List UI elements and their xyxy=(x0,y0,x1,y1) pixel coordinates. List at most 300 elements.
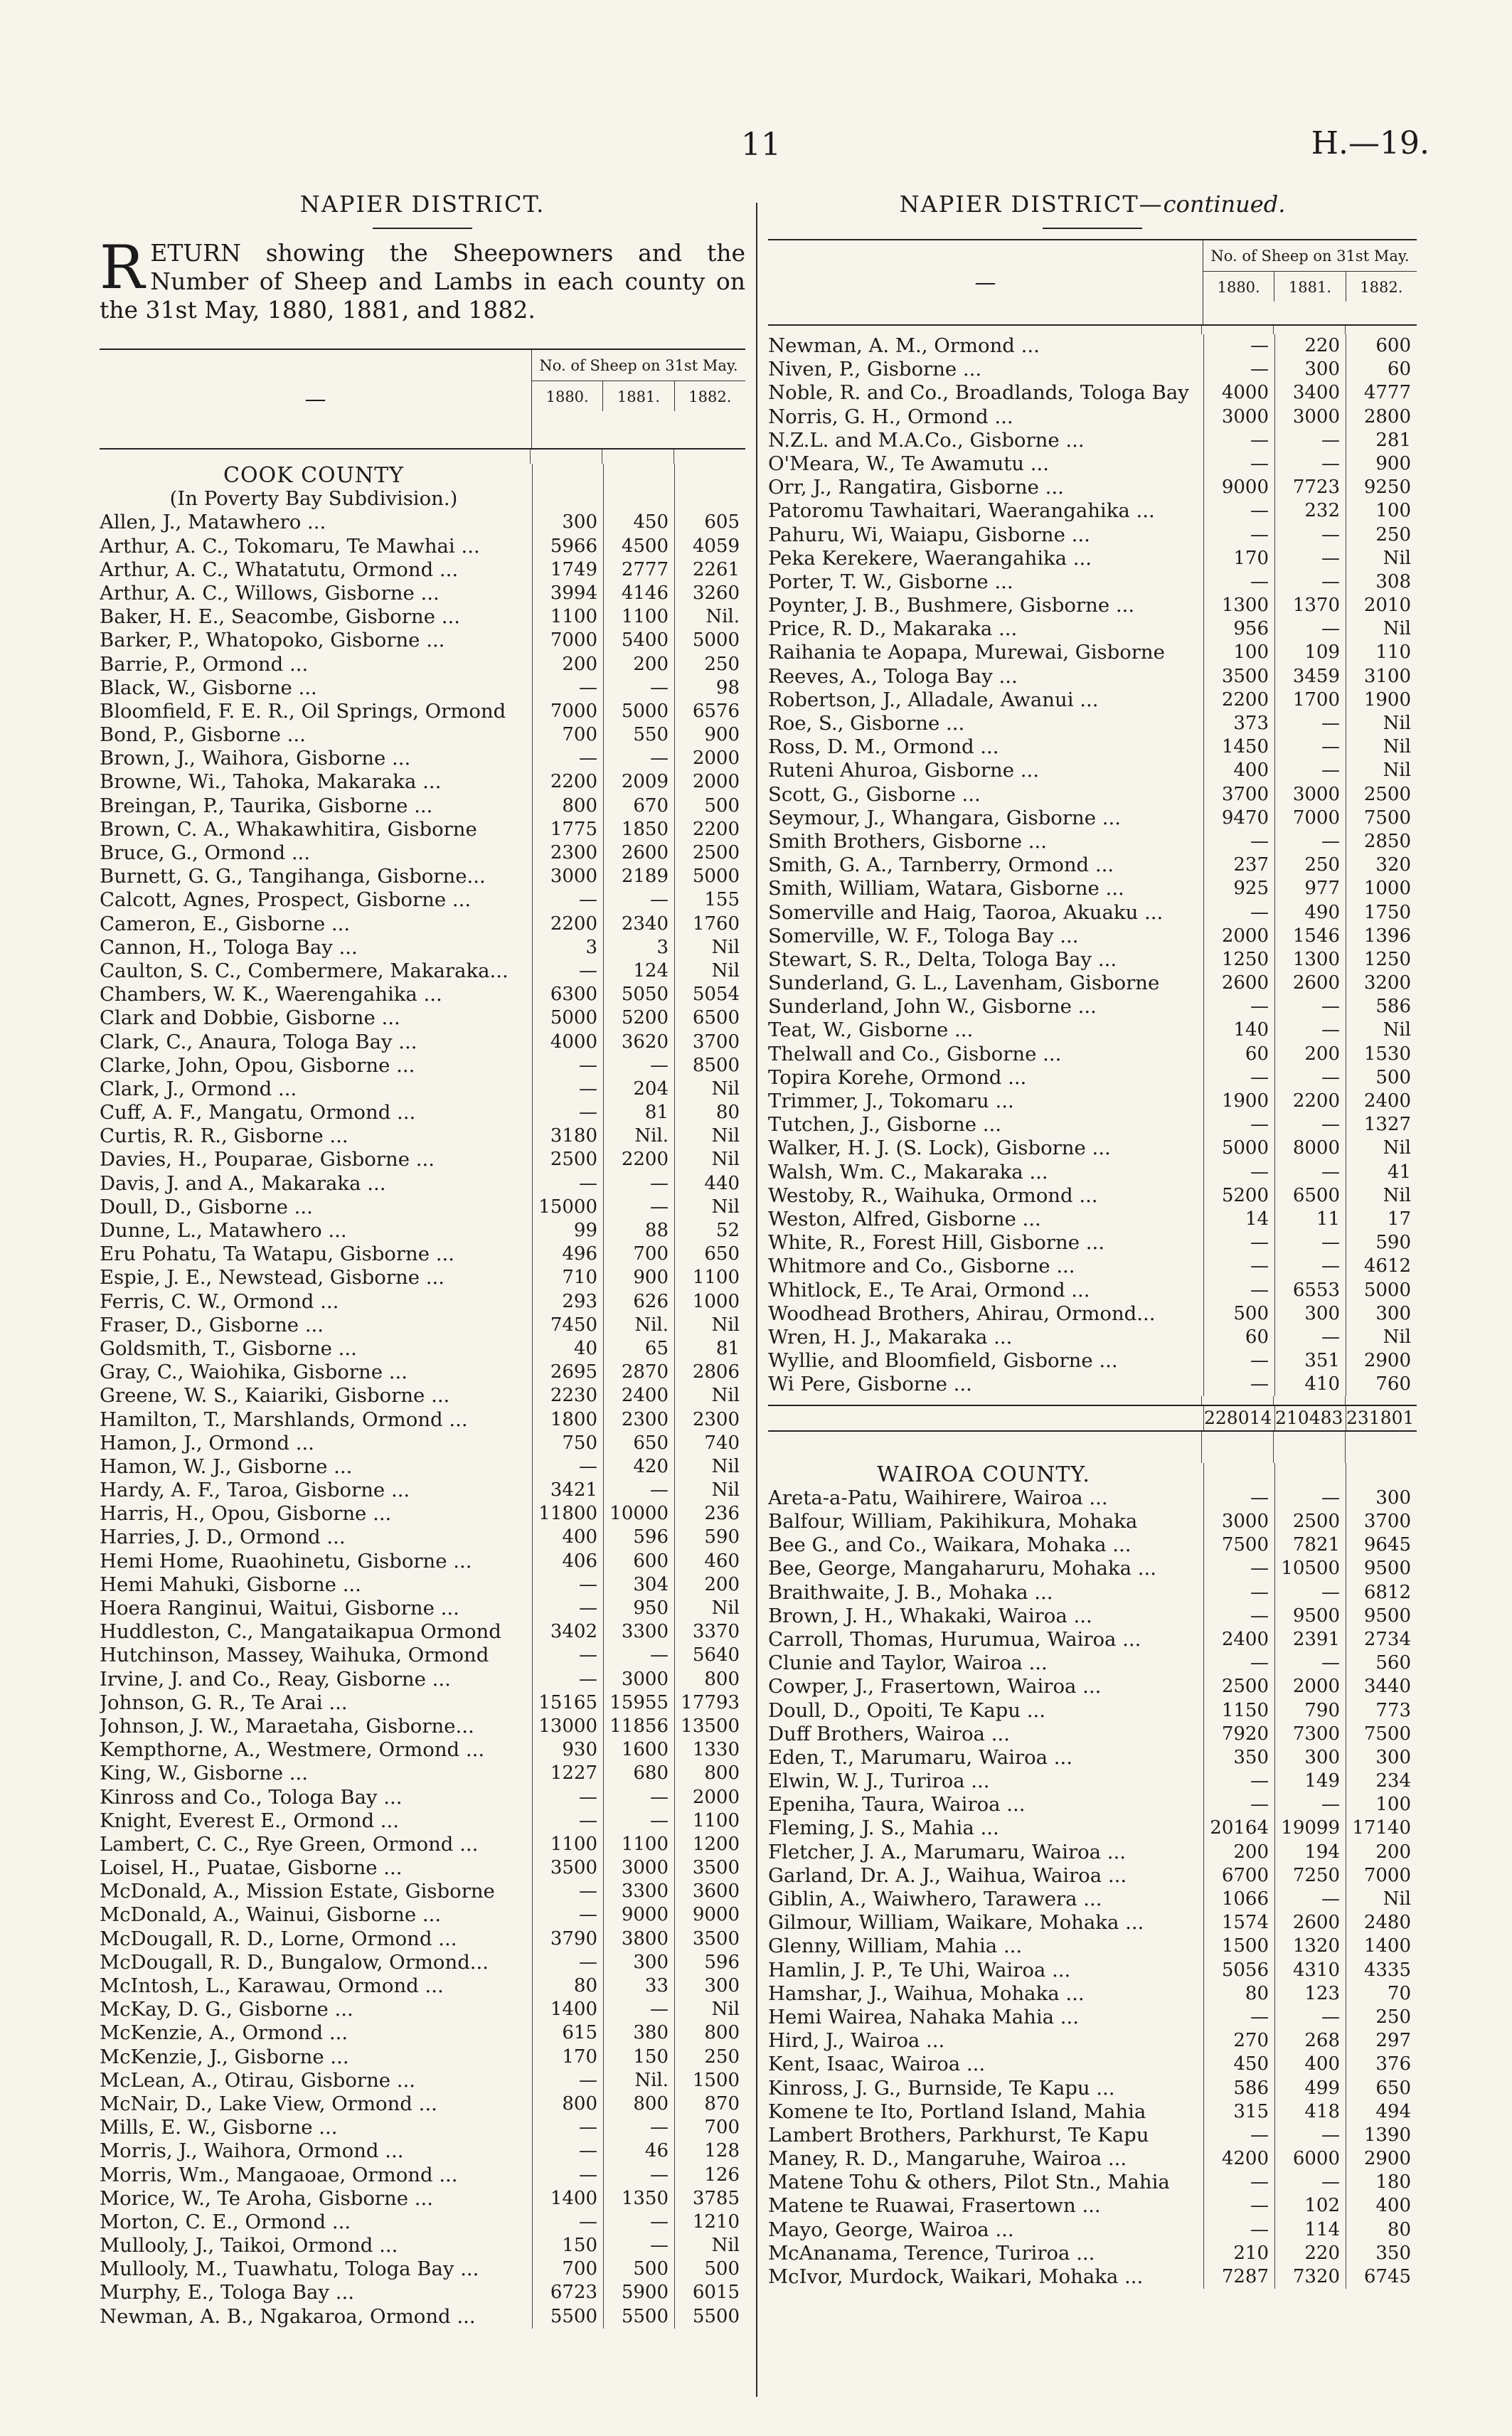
table-row xyxy=(768,1373,1417,1396)
sheep-1881: 418 xyxy=(1274,2100,1346,2124)
table-row xyxy=(100,2139,745,2163)
sheep-1882: Nil. xyxy=(674,605,745,629)
sheep-1881: 680 xyxy=(603,1762,674,1785)
table-row xyxy=(768,830,1417,853)
table-row xyxy=(768,1652,1417,1675)
table-row xyxy=(768,1841,1417,1864)
sheep-1880: 3000 xyxy=(1203,1510,1274,1533)
table-row xyxy=(100,1833,745,1856)
sheep-1880: 315 xyxy=(1203,2100,1274,2124)
sheep-1881: 900 xyxy=(603,1266,674,1289)
sheep-1880: — xyxy=(532,1786,603,1809)
sheep-1880: 956 xyxy=(1203,617,1274,641)
sheep-1880: 1500 xyxy=(1203,1935,1274,1958)
table-row xyxy=(768,334,1417,358)
table-row xyxy=(100,2069,745,2092)
table-row xyxy=(100,2305,745,2329)
sheep-1881: — xyxy=(603,1644,674,1667)
sheep-1881: 2189 xyxy=(603,865,674,888)
table-row xyxy=(100,558,745,582)
owner-name: McDonald, A., Wainui, Gisborne ... xyxy=(100,1903,442,1927)
sheep-1882: 1200 xyxy=(674,1833,745,1856)
sheep-1880: — xyxy=(1203,2171,1274,2194)
table-row xyxy=(768,1935,1417,1958)
left-column xyxy=(100,191,745,2329)
sheep-1881: 4500 xyxy=(603,535,674,558)
table-row xyxy=(100,1124,745,1148)
sheep-1880: 300 xyxy=(532,511,603,534)
sheep-1882: Nil xyxy=(1346,759,1417,782)
sheep-1881: 10500 xyxy=(1274,1557,1346,1580)
sheep-1880: 5966 xyxy=(532,535,603,558)
owner-name: Loisel, H., Puatae, Gisborne ... xyxy=(100,1856,403,1880)
owner-name: Whitlock, E., Te Arai, Ormond ... xyxy=(768,1278,1090,1302)
owner-name: Ferris, C. W., Ormond ... xyxy=(100,1289,339,1313)
sheep-1882: 494 xyxy=(1346,2100,1417,2124)
sheep-1881: 1300 xyxy=(1274,948,1346,972)
sheep-1882: Nil xyxy=(1346,547,1417,570)
sheep-1881: 3000 xyxy=(603,1668,674,1691)
sheep-1881: 3 xyxy=(603,936,674,959)
table-row xyxy=(768,1113,1417,1137)
sheep-1882: 1100 xyxy=(674,1266,745,1289)
sheep-1880: 925 xyxy=(1203,877,1274,900)
sheep-1880: 1450 xyxy=(1203,735,1274,759)
owner-name: O'Meara, W., Te Awamutu ... xyxy=(768,452,1049,475)
sheep-1880: 750 xyxy=(532,1432,603,1455)
owner-name: Harris, H., Opou, Gisborne ... xyxy=(100,1502,392,1526)
sheep-1881: — xyxy=(1274,1326,1346,1349)
sheep-1881: 1546 xyxy=(1274,925,1346,948)
sheep-1880: — xyxy=(532,1951,603,1974)
sheep-1880: 6700 xyxy=(1203,1864,1274,1888)
sheep-1880: — xyxy=(532,2069,603,2092)
sheep-1880: 237 xyxy=(1203,853,1274,877)
sheep-1880: 1574 xyxy=(1203,1911,1274,1935)
sheep-1880: 7287 xyxy=(1203,2265,1274,2289)
sheep-1882: Nil xyxy=(1346,617,1417,641)
sheep-1880: 3500 xyxy=(1203,665,1274,688)
sheep-1880: — xyxy=(1203,429,1274,452)
sheep-1880: 2200 xyxy=(1203,688,1274,712)
sheep-1882: 100 xyxy=(1346,1793,1417,1817)
owner-name: Norris, G. H., Ormond ... xyxy=(768,405,1013,428)
owner-name: Hird, J., Wairoa ... xyxy=(768,2029,945,2053)
sheep-1881: 300 xyxy=(1274,1746,1346,1770)
sheep-1880: 200 xyxy=(532,653,603,676)
sheep-1880: 2230 xyxy=(532,1384,603,1408)
owner-name: Bee, George, Mangaharuru, Mohaka ... xyxy=(768,1557,1156,1580)
sheep-1882: 98 xyxy=(674,676,745,700)
sheep-1882: 5054 xyxy=(674,983,745,1006)
sheep-1880: 200 xyxy=(1203,1841,1274,1864)
owner-name: Arthur, A. C., Whatatutu, Ormond ... xyxy=(100,558,459,581)
table-row xyxy=(100,1172,745,1196)
sheep-1882: 650 xyxy=(1346,2077,1417,2100)
sheep-1880: — xyxy=(1203,570,1274,594)
table-row xyxy=(100,1856,745,1880)
sheep-1881: — xyxy=(1274,547,1346,570)
owner-name: Maney, R. D., Mangaruhe, Wairoa ... xyxy=(768,2147,1127,2171)
sheep-1882: 80 xyxy=(1346,2218,1417,2242)
owner-name: Kinross and Co., Tologa Bay ... xyxy=(100,1785,403,1809)
table-row xyxy=(100,1479,745,1502)
sheep-1881: 3459 xyxy=(1274,665,1346,688)
sheep-1881: 3000 xyxy=(1274,405,1346,429)
sheep-1880: 400 xyxy=(532,1526,603,1549)
sheep-1881: 5900 xyxy=(603,2281,674,2304)
owner-name: Irvine, J. and Co., Reay, Gisborne ... xyxy=(100,1667,451,1691)
sheep-1880: 450 xyxy=(1203,2053,1274,2076)
table-row xyxy=(768,2242,1417,2265)
sheep-1880: 700 xyxy=(532,723,603,747)
table-row xyxy=(768,429,1417,452)
sheep-1881: — xyxy=(603,747,674,770)
table-row xyxy=(100,2021,745,2045)
table-row xyxy=(100,700,745,723)
owner-name: Elwin, W. J., Turiroa ... xyxy=(768,1770,990,1793)
table-row xyxy=(768,1605,1417,1628)
owner-name: Woodhead Brothers, Ahirau, Ormond... xyxy=(768,1302,1156,1325)
sheep-1881: 9500 xyxy=(1274,1605,1346,1628)
sheep-1881: 7300 xyxy=(1274,1723,1346,1746)
sheep-1881: 410 xyxy=(1274,1373,1346,1396)
sheep-1880: 373 xyxy=(1203,712,1274,735)
owner-name: Espie, J. E., Newstead, Gisborne ... xyxy=(100,1266,444,1289)
table-row xyxy=(100,818,745,841)
sheep-1881: 650 xyxy=(603,1432,674,1455)
owner-name: Kempthorne, A., Westmere, Ormond ... xyxy=(100,1738,485,1762)
sheep-1881: — xyxy=(1274,452,1346,476)
table-row xyxy=(768,358,1417,381)
sheep-1880: 15000 xyxy=(532,1196,603,1219)
table-row xyxy=(100,1691,745,1715)
sheep-1881: — xyxy=(603,676,674,700)
sheep-1881: 5200 xyxy=(603,1006,674,1030)
owner-name: Black, W., Gisborne ... xyxy=(100,676,317,699)
sheep-1882: 2000 xyxy=(674,747,745,770)
sheep-1880: 3000 xyxy=(1203,405,1274,429)
sheep-1880: — xyxy=(532,1880,603,1903)
sheep-1882: 1330 xyxy=(674,1738,745,1762)
sheep-1880: — xyxy=(532,2211,603,2234)
sheep-1880: 5056 xyxy=(1203,1959,1274,1982)
owner-name: White, R., Forest Hill, Gisborne ... xyxy=(768,1231,1104,1255)
table-row xyxy=(768,1723,1417,1746)
sheep-1881: — xyxy=(603,888,674,912)
sheep-1880: 11800 xyxy=(532,1502,603,1526)
table-row xyxy=(100,1078,745,1101)
sheep-1881: 1700 xyxy=(1274,688,1346,712)
owner-name: Peka Kerekere, Waerangahika ... xyxy=(768,546,1092,570)
owner-name: Brown, J. H., Whakaki, Wairoa ... xyxy=(768,1604,1092,1627)
owner-name: Lambert, C. C., Rye Green, Ormond ... xyxy=(100,1832,479,1856)
owner-name: McLean, A., Otirau, Gisborne ... xyxy=(100,2068,416,2092)
sheep-1880: 6723 xyxy=(532,2281,603,2304)
sheep-1880: 1900 xyxy=(1203,1090,1274,1113)
table-row xyxy=(768,972,1417,995)
table-row xyxy=(100,1290,745,1314)
table-row xyxy=(768,1208,1417,1231)
sheep-1882: 1327 xyxy=(1346,1113,1417,1137)
sheep-1881: — xyxy=(603,2116,674,2139)
sheep-1880: 99 xyxy=(532,1219,603,1243)
sheep-1881: — xyxy=(603,1196,674,1219)
sheep-1882: 250 xyxy=(1346,2006,1417,2029)
owner-name: Huddleston, C., Mangataikapua Ormond xyxy=(100,1620,501,1644)
sheep-1880: 9470 xyxy=(1203,807,1274,830)
sheep-1881: 65 xyxy=(603,1337,674,1361)
table-row xyxy=(768,1161,1417,1184)
sheep-1882: 500 xyxy=(1346,1066,1417,1090)
sheep-1880: 3700 xyxy=(1203,783,1274,807)
sheep-1882: 586 xyxy=(1346,995,1417,1018)
sheep-1880: 140 xyxy=(1203,1018,1274,1042)
left-table-body xyxy=(100,450,745,2329)
table-row xyxy=(768,1090,1417,1113)
owner-name: Clark, C., Anaura, Tologa Bay ... xyxy=(100,1030,417,1053)
owner-name: Hamilton, T., Marshlands, Ormond ... xyxy=(100,1408,468,1431)
owner-name: Knight, Everest E., Ormond ... xyxy=(100,1809,400,1832)
sheep-1882: Nil xyxy=(674,936,745,959)
sheep-1881: 2500 xyxy=(1274,1510,1346,1533)
table-row xyxy=(768,712,1417,735)
owner-name: Braithwaite, J. B., Mohaka ... xyxy=(768,1580,1053,1604)
sheep-1882: 400 xyxy=(1346,2194,1417,2218)
owner-name: Price, R. D., Makaraka ... xyxy=(768,617,1018,641)
sheep-1881: — xyxy=(1274,995,1346,1018)
table-row xyxy=(768,2100,1417,2124)
sheep-1881: — xyxy=(1274,712,1346,735)
sheep-1880: 20164 xyxy=(1203,1817,1274,1840)
sheep-1881: 500 xyxy=(603,2257,674,2281)
sheep-1882: 17 xyxy=(1346,1208,1417,1231)
sheep-1882: Nil xyxy=(674,1597,745,1620)
table-row xyxy=(768,877,1417,900)
table-row xyxy=(768,1533,1417,1557)
sheep-1882: 234 xyxy=(1346,1770,1417,1793)
sheep-1881: — xyxy=(1274,1255,1346,1278)
sheep-1882: 9645 xyxy=(1346,1533,1417,1557)
sheep-1882: 2900 xyxy=(1346,1349,1417,1373)
sheep-1881: 2777 xyxy=(603,558,674,582)
sheep-1880: 7450 xyxy=(532,1314,603,1337)
sheep-1881: 5000 xyxy=(603,700,674,723)
sheep-1880: — xyxy=(1203,523,1274,547)
sheep-1880: — xyxy=(1203,830,1274,853)
sheep-1882: 3370 xyxy=(674,1620,745,1644)
sheep-1880: — xyxy=(532,1903,603,1927)
sheep-1881: 3400 xyxy=(1274,381,1346,405)
table-row xyxy=(768,1326,1417,1349)
sheep-1882: 300 xyxy=(1346,1302,1417,1326)
sheep-1880: 3180 xyxy=(532,1124,603,1148)
sheep-1881: Nil. xyxy=(603,1314,674,1337)
table-row xyxy=(100,1314,745,1337)
total-1880: 228014 xyxy=(1203,1406,1274,1430)
sheep-1881: 1600 xyxy=(603,1738,674,1762)
sheep-1881: 304 xyxy=(603,1573,674,1597)
sheep-1882: 6745 xyxy=(1346,2265,1417,2289)
sheep-1880: 1300 xyxy=(1203,594,1274,617)
sheep-1880: 3500 xyxy=(532,1856,603,1880)
sheep-1880: 5500 xyxy=(532,2305,603,2329)
sheep-1882: 7000 xyxy=(1346,1864,1417,1888)
sheep-1881: — xyxy=(1274,523,1346,547)
sheep-1880: 800 xyxy=(532,2092,603,2116)
table-row xyxy=(100,841,745,865)
owner-name: Patoromu Tawhaitari, Waerangahika ... xyxy=(768,499,1155,523)
owner-name: Teat, W., Gisborne ... xyxy=(768,1018,974,1042)
owner-name: Poynter, J. B., Bushmere, Gisborne ... xyxy=(768,594,1135,617)
sheep-1881: 499 xyxy=(1274,2077,1346,2100)
owner-name: Wi Pere, Gisborne ... xyxy=(768,1373,972,1396)
sheep-1881: 700 xyxy=(603,1243,674,1266)
owner-name: Somerville, W. F., Tologa Bay ... xyxy=(768,924,1079,947)
sheep-1881: 6500 xyxy=(1274,1184,1346,1208)
owner-name: Breingan, P., Taurika, Gisborne ... xyxy=(100,794,433,817)
sheep-1881: 124 xyxy=(603,959,674,983)
sheep-1881: 7320 xyxy=(1274,2265,1346,2289)
sheep-1881: 232 xyxy=(1274,499,1346,523)
owner-name: Bee G., and Co., Waikara, Mohaka ... xyxy=(768,1533,1132,1557)
sheep-1880: 1100 xyxy=(532,1833,603,1856)
table-row xyxy=(768,1279,1417,1302)
table-row xyxy=(768,594,1417,617)
sheep-1881: 2200 xyxy=(603,1148,674,1171)
table-row xyxy=(100,1455,745,1479)
owner-name: Bruce, G., Ormond ... xyxy=(100,841,311,864)
sheep-1882: 5000 xyxy=(674,629,745,652)
sheep-1881: 2600 xyxy=(1274,972,1346,995)
sheep-1882: 2734 xyxy=(1346,1628,1417,1652)
sheep-1881: 300 xyxy=(1274,1302,1346,1326)
sheep-1880: 2500 xyxy=(1203,1675,1274,1698)
table-row xyxy=(100,1550,745,1573)
table-row xyxy=(768,1675,1417,1698)
sheep-1882: 1530 xyxy=(1346,1043,1417,1066)
sheep-1882: 320 xyxy=(1346,853,1417,877)
sheep-1881: 400 xyxy=(1274,2053,1346,2076)
sheep-1880: 3402 xyxy=(532,1620,603,1644)
owner-name: McIvor, Murdock, Waikari, Mohaka ... xyxy=(768,2265,1144,2288)
owner-name: King, W., Gisborne ... xyxy=(100,1762,308,1785)
owner-name: Arthur, A. C., Willows, Gisborne ... xyxy=(100,581,440,605)
table-row xyxy=(100,535,745,558)
sheep-1882: 800 xyxy=(674,2021,745,2045)
table-row xyxy=(100,1196,745,1219)
sheep-1882: 376 xyxy=(1346,2053,1417,2076)
owner-name: Smith, William, Watara, Gisborne ... xyxy=(768,877,1124,900)
sheep-1880: — xyxy=(532,1078,603,1101)
sheep-1882: Nil xyxy=(674,1314,745,1337)
owner-name: Topira Korehe, Ormond ... xyxy=(768,1065,1027,1089)
table-row xyxy=(768,948,1417,972)
table-row xyxy=(100,2187,745,2211)
owner-name: Kinross, J. G., Burnside, Te Kapu ... xyxy=(768,2076,1115,2100)
sheep-1880: 7500 xyxy=(1203,1533,1274,1557)
owner-name: Clunie and Taylor, Wairoa ... xyxy=(768,1652,1048,1675)
sheep-1882: 1500 xyxy=(674,2069,745,2092)
owner-name: Lambert Brothers, Parkhurst, Te Kapu xyxy=(768,2123,1149,2147)
sheep-1881: 102 xyxy=(1274,2194,1346,2218)
sheep-1882: 250 xyxy=(674,653,745,676)
sheep-1880: 5000 xyxy=(1203,1137,1274,1160)
sheep-1880: 406 xyxy=(532,1550,603,1573)
sheep-1880: — xyxy=(1203,452,1274,476)
owner-name: Hemi Home, Ruaohinetu, Gisborne ... xyxy=(100,1549,472,1573)
owner-name: McDonald, A., Mission Estate, Gisborne xyxy=(100,1880,495,1903)
table-row xyxy=(768,2006,1417,2029)
sheep-1882: Nil xyxy=(674,2234,745,2257)
table-row xyxy=(768,1231,1417,1255)
return-description xyxy=(100,233,745,324)
sheep-1881: 46 xyxy=(603,2139,674,2163)
sheep-1880: — xyxy=(1203,1161,1274,1184)
table-row xyxy=(768,523,1417,547)
table-row xyxy=(100,1266,745,1289)
subdivision-heading: (In Poverty Bay Subdivision.) xyxy=(100,487,745,511)
sheep-1882: 600 xyxy=(1346,334,1417,358)
sheep-1881: — xyxy=(1274,1231,1346,1255)
sheep-1880: 1775 xyxy=(532,818,603,841)
owner-name: Thelwall and Co., Gisborne ... xyxy=(768,1042,1062,1065)
sheep-1880: 5000 xyxy=(532,1006,603,1030)
table-row xyxy=(100,936,745,959)
sheep-1881: 149 xyxy=(1274,1770,1346,1793)
sheep-1880: — xyxy=(532,2139,603,2163)
table-row xyxy=(768,1184,1417,1208)
sheep-1881: 3800 xyxy=(603,1927,674,1951)
sheep-1881: 200 xyxy=(603,653,674,676)
owner-name: Eru Pohatu, Ta Watapu, Gisborne ... xyxy=(100,1243,454,1266)
table-row xyxy=(768,1770,1417,1793)
sheep-count-header xyxy=(1203,240,1417,324)
sheep-1882: 6576 xyxy=(674,700,745,723)
owner-name: Mayo, George, Wairoa ... xyxy=(768,2218,1014,2241)
sheep-1881: 5500 xyxy=(603,2305,674,2329)
sheep-1882: 250 xyxy=(674,2046,745,2069)
owner-name: Weston, Alfred, Gisborne ... xyxy=(768,1207,1041,1230)
sheep-1880: — xyxy=(1203,1066,1274,1090)
sheep-1882: 200 xyxy=(674,1573,745,1597)
table-row xyxy=(768,2029,1417,2053)
sheep-1880: — xyxy=(1203,2218,1274,2242)
sheep-1881: — xyxy=(603,2211,674,2234)
owner-name: Gilmour, William, Waikare, Mohaka ... xyxy=(768,1911,1144,1935)
sheep-1880: 2600 xyxy=(1203,972,1274,995)
sheep-1882: 4612 xyxy=(1346,1255,1417,1278)
table-row xyxy=(768,807,1417,830)
owner-name: Curtis, R. R., Gisborne ... xyxy=(100,1124,348,1148)
sheep-1880: 700 xyxy=(532,2257,603,2281)
sheep-1882: 7500 xyxy=(1346,807,1417,830)
table-row xyxy=(768,1066,1417,1090)
sheep-1881: 1350 xyxy=(603,2187,674,2211)
table-row xyxy=(768,688,1417,712)
sheep-1880: 80 xyxy=(1203,1982,1274,2006)
owner-name: Clark, J., Ormond ... xyxy=(100,1077,297,1100)
owner-name: Gray, C., Waiohika, Gisborne ... xyxy=(100,1361,408,1384)
owner-name: Barrie, P., Ormond ... xyxy=(100,652,309,676)
owner-name: Morton, C. E., Ormond ... xyxy=(100,2210,351,2233)
sheep-1882: 870 xyxy=(674,2092,745,2116)
sheep-1882: Nil xyxy=(1346,1018,1417,1042)
sheep-1880: 1749 xyxy=(532,558,603,582)
sheep-1882: 800 xyxy=(674,1668,745,1691)
sheep-1880: 170 xyxy=(532,2046,603,2069)
sheep-1882: 2000 xyxy=(674,1786,745,1809)
